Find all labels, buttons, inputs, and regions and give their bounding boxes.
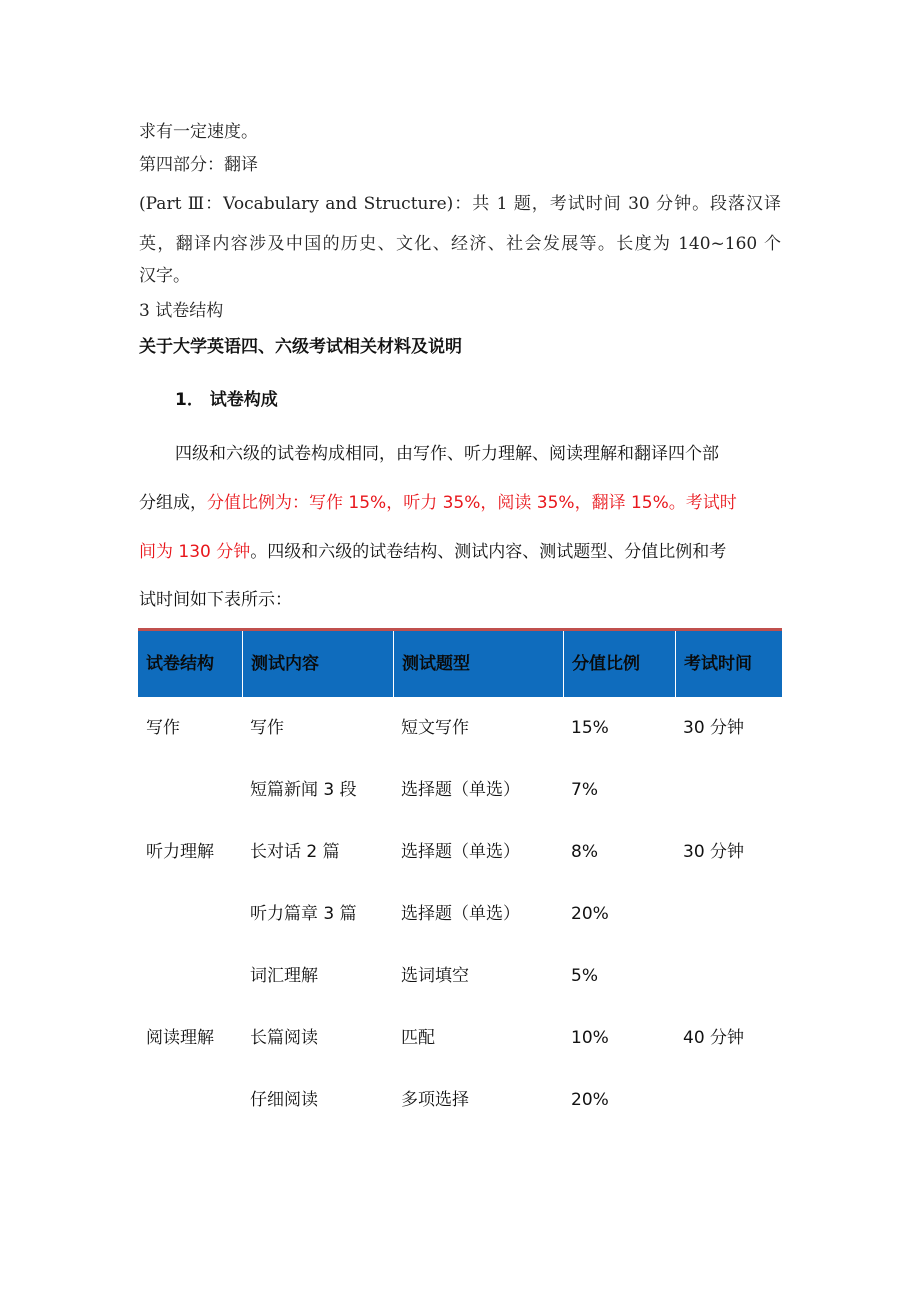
- table-cell: 写作: [146, 718, 180, 738]
- table-cell: 20%: [571, 904, 609, 924]
- highlight-text: 间为 130 分钟: [139, 542, 251, 562]
- paragraph-line: (Part Ⅲ：Vocabulary and Structure)：共 1 题，考试时间 30 分钟。段落汉译: [139, 194, 781, 214]
- table-cell: 选择题（单选）: [401, 842, 520, 862]
- table-cell: 听力篇章 3 篇: [250, 904, 357, 924]
- table-cell: 选词填空: [401, 966, 469, 986]
- table-cell: 短篇新闻 3 段: [250, 780, 357, 800]
- section-subtitle: 1． 试卷构成: [175, 390, 278, 410]
- table-header: [138, 628, 782, 697]
- table-row: [138, 1007, 782, 1069]
- table-cell: [138, 1069, 242, 1131]
- table-cell: 8%: [571, 842, 598, 862]
- highlight-text: 分值比例为：写作 15%，听力 35%，阅读 35%，翻译 15%。考试时: [207, 493, 737, 513]
- table-row: [138, 759, 782, 821]
- body-line: 四级和六级的试卷构成相同，由写作、听力理解、阅读理解和翻译四个部: [175, 444, 719, 464]
- exam-structure-table: [138, 628, 782, 1131]
- table-cell: 词汇理解: [250, 966, 318, 986]
- body-line: [139, 540, 726, 564]
- table-cell: 5%: [571, 966, 598, 986]
- column-header: 测试内容: [242, 631, 393, 697]
- table-row: [138, 883, 782, 945]
- table-cell: 长篇阅读: [250, 1028, 318, 1048]
- body-line: 试时间如下表所示：: [139, 590, 292, 610]
- section-label: 3 试卷结构: [139, 301, 224, 321]
- column-header: 考试时间: [675, 631, 782, 697]
- table-cell: 10%: [571, 1028, 609, 1048]
- table-row: [138, 945, 782, 1007]
- table-cell: [675, 1069, 782, 1131]
- table-row: [138, 821, 782, 883]
- table-cell: [138, 945, 242, 1007]
- paragraph-line: 英，翻译内容涉及中国的历史、文化、经济、社会发展等。长度为 140~160 个: [139, 234, 781, 254]
- part-four-label: 第四部分：翻译: [139, 155, 258, 175]
- table-cell: [675, 759, 782, 821]
- table-cell: 30 分钟: [683, 718, 745, 738]
- table-cell: 阅读理解: [146, 1028, 214, 1048]
- paragraph-line: 汉字。: [139, 266, 190, 286]
- table-row: [138, 697, 782, 759]
- table-cell: 选择题（单选）: [401, 780, 520, 800]
- body-line: [139, 491, 737, 515]
- body-text: 分组成，: [139, 493, 207, 513]
- table-cell: [138, 759, 242, 821]
- table-cell: 短文写作: [401, 718, 469, 738]
- body-text: 。四级和六级的试卷结构、测试内容、测试题型、分值比例和考: [250, 542, 727, 562]
- table-row: [138, 1069, 782, 1131]
- table-cell: 选择题（单选）: [401, 904, 520, 924]
- paragraph-line: 求有一定速度。: [139, 122, 258, 142]
- table-cell: 7%: [571, 780, 598, 800]
- column-header: 分值比例: [563, 631, 675, 697]
- table-cell: 40 分钟: [683, 1028, 745, 1048]
- table-cell: [138, 883, 242, 945]
- table-cell: 多项选择: [401, 1090, 469, 1110]
- table-cell: 15%: [571, 718, 609, 738]
- column-header: 试卷结构: [146, 654, 214, 674]
- table-cell: [675, 883, 782, 945]
- section-title: 关于大学英语四、六级考试相关材料及说明: [139, 337, 462, 357]
- table-cell: 仔细阅读: [250, 1090, 318, 1110]
- table-cell: [675, 945, 782, 1007]
- table-cell: 匹配: [401, 1028, 435, 1048]
- table-cell: 听力理解: [146, 842, 214, 862]
- column-header: 测试题型: [393, 631, 563, 697]
- table-cell: 写作: [250, 718, 284, 738]
- table-cell: 20%: [571, 1090, 609, 1110]
- table-cell: 30 分钟: [683, 842, 745, 862]
- table-cell: 长对话 2 篇: [250, 842, 340, 862]
